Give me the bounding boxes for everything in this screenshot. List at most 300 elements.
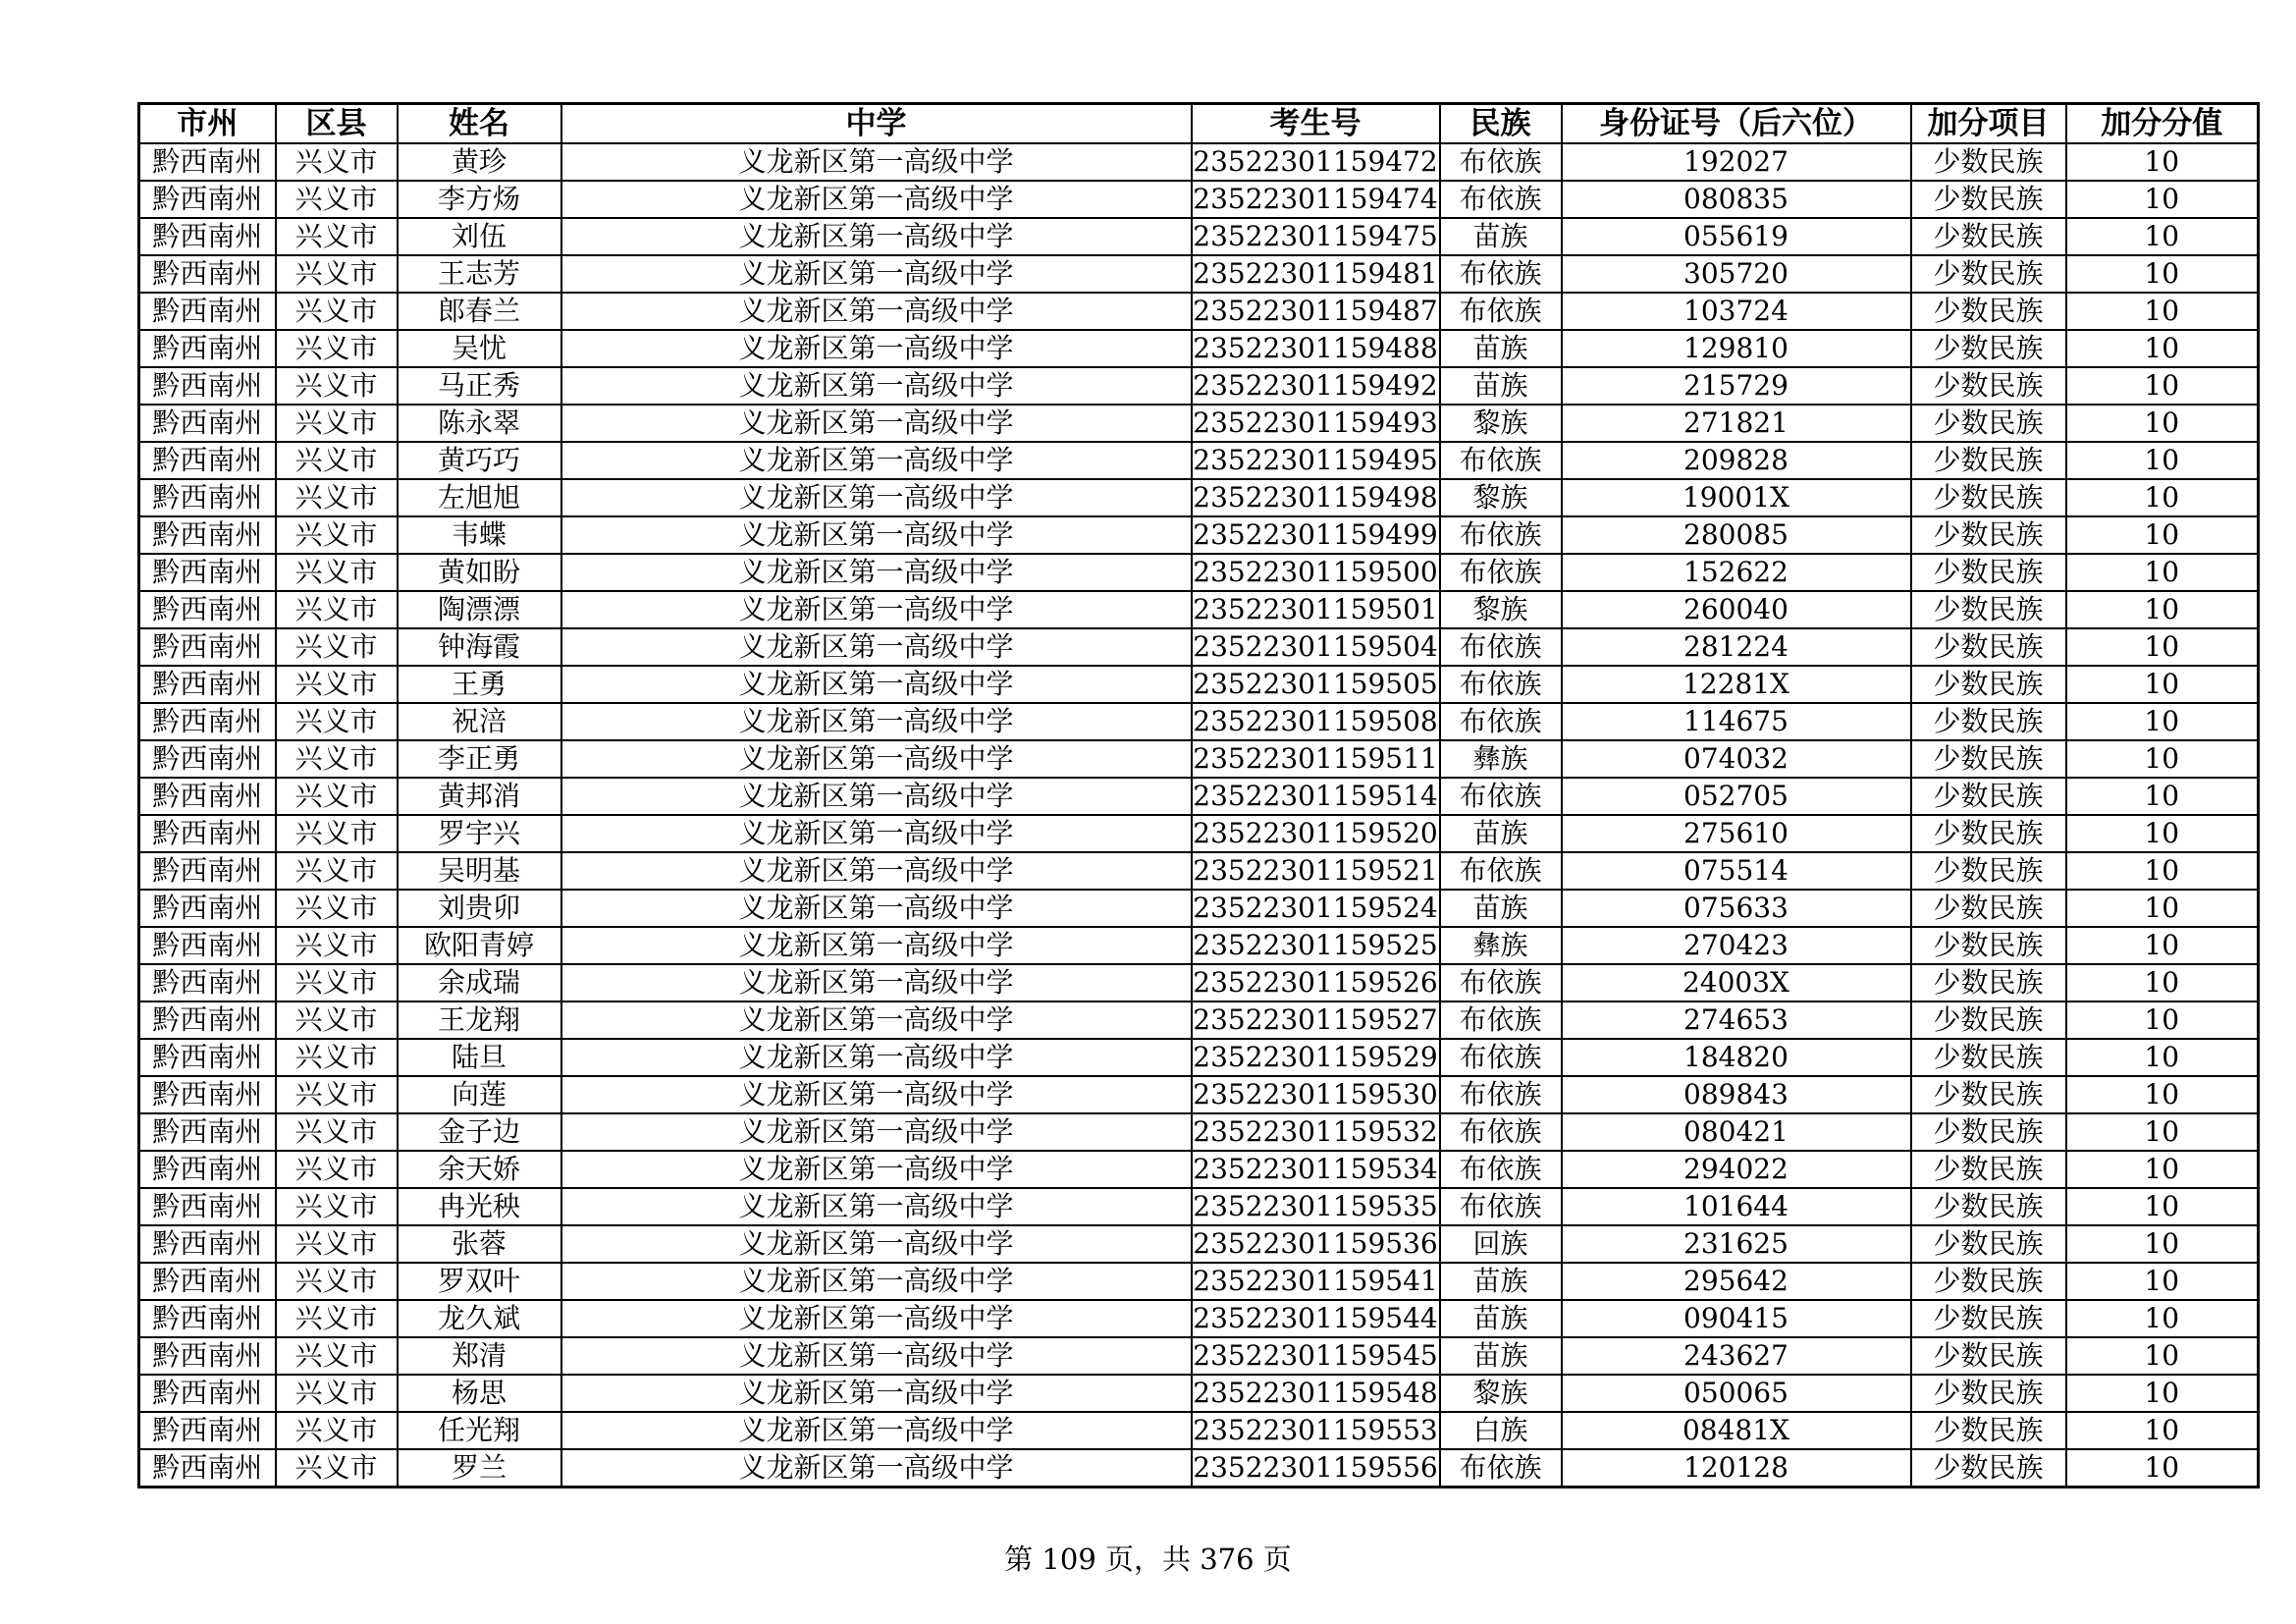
cell-id-last-six: 270423 <box>1562 927 1911 964</box>
header-ethnicity: 民族 <box>1440 104 1562 144</box>
cell-school: 义龙新区第一高级中学 <box>561 1076 1192 1113</box>
table-row <box>139 1001 2259 1039</box>
page-number: 第 109 页，共 376 页 <box>1004 1543 1292 1576</box>
cell-county: 兴义市 <box>276 852 398 890</box>
cell-bonus-points: 10 <box>2066 740 2259 778</box>
cell-school: 义龙新区第一高级中学 <box>561 1263 1192 1300</box>
cell-ethnicity: 苗族 <box>1440 1337 1562 1375</box>
cell-id-last-six: 114675 <box>1562 703 1911 740</box>
cell-bonus-points: 10 <box>2066 255 2259 293</box>
cell-name: 郎春兰 <box>398 293 561 330</box>
cell-school: 义龙新区第一高级中学 <box>561 516 1192 554</box>
table-row <box>139 181 2259 218</box>
cell-bonus-item: 少数民族 <box>1911 1263 2066 1300</box>
cell-name: 龙久斌 <box>398 1300 561 1337</box>
cell-bonus-points: 10 <box>2066 852 2259 890</box>
cell-bonus-points: 10 <box>2066 218 2259 255</box>
cell-id-last-six: 080835 <box>1562 181 1911 218</box>
cell-name: 刘伍 <box>398 218 561 255</box>
cell-id-last-six: 120128 <box>1562 1449 1911 1488</box>
cell-ethnicity: 苗族 <box>1440 367 1562 405</box>
cell-ethnicity: 苗族 <box>1440 890 1562 927</box>
cell-ethnicity: 苗族 <box>1440 330 1562 367</box>
cell-city: 黔西南州 <box>139 703 276 740</box>
cell-city: 黔西南州 <box>139 1151 276 1188</box>
cell-school: 义龙新区第一高级中学 <box>561 143 1192 181</box>
cell-bonus-points: 10 <box>2066 1076 2259 1113</box>
cell-exam-id: 23522301159499 <box>1192 516 1440 554</box>
table-row <box>139 1300 2259 1337</box>
cell-exam-id: 23522301159524 <box>1192 890 1440 927</box>
cell-name: 左旭旭 <box>398 479 561 516</box>
cell-bonus-points: 10 <box>2066 143 2259 181</box>
cell-exam-id: 23522301159488 <box>1192 330 1440 367</box>
cell-id-last-six: 08481X <box>1562 1412 1911 1449</box>
cell-ethnicity: 布依族 <box>1440 1113 1562 1151</box>
table-row <box>139 1076 2259 1113</box>
cell-ethnicity: 布依族 <box>1440 516 1562 554</box>
cell-bonus-item: 少数民族 <box>1911 1188 2066 1225</box>
cell-bonus-item: 少数民族 <box>1911 1076 2066 1113</box>
cell-ethnicity: 苗族 <box>1440 815 1562 852</box>
cell-bonus-points: 10 <box>2066 442 2259 479</box>
cell-city: 黔西南州 <box>139 442 276 479</box>
cell-name: 李方炀 <box>398 181 561 218</box>
cell-school: 义龙新区第一高级中学 <box>561 1151 1192 1188</box>
cell-city: 黔西南州 <box>139 964 276 1001</box>
table-row <box>139 1375 2259 1412</box>
cell-name: 刘贵卯 <box>398 890 561 927</box>
cell-city: 黔西南州 <box>139 778 276 815</box>
cell-county: 兴义市 <box>276 927 398 964</box>
cell-school: 义龙新区第一高级中学 <box>561 554 1192 591</box>
cell-bonus-points: 10 <box>2066 628 2259 666</box>
cell-exam-id: 23522301159530 <box>1192 1076 1440 1113</box>
cell-school: 义龙新区第一高级中学 <box>561 1113 1192 1151</box>
cell-name: 余成瑞 <box>398 964 561 1001</box>
cell-county: 兴义市 <box>276 1225 398 1263</box>
cell-exam-id: 23522301159536 <box>1192 1225 1440 1263</box>
cell-id-last-six: 055619 <box>1562 218 1911 255</box>
cell-ethnicity: 布依族 <box>1440 442 1562 479</box>
cell-bonus-points: 10 <box>2066 1039 2259 1076</box>
cell-ethnicity: 布依族 <box>1440 778 1562 815</box>
cell-county: 兴义市 <box>276 143 398 181</box>
cell-city: 黔西南州 <box>139 815 276 852</box>
table-row <box>139 852 2259 890</box>
cell-city: 黔西南州 <box>139 1113 276 1151</box>
cell-name: 陈永翠 <box>398 405 561 442</box>
cell-exam-id: 23522301159534 <box>1192 1151 1440 1188</box>
cell-county: 兴义市 <box>276 1300 398 1337</box>
cell-school: 义龙新区第一高级中学 <box>561 628 1192 666</box>
cell-county: 兴义市 <box>276 405 398 442</box>
cell-bonus-points: 10 <box>2066 1188 2259 1225</box>
cell-ethnicity: 布依族 <box>1440 143 1562 181</box>
cell-bonus-points: 10 <box>2066 516 2259 554</box>
cell-name: 王志芳 <box>398 255 561 293</box>
table-row <box>139 666 2259 703</box>
cell-bonus-item: 少数民族 <box>1911 516 2066 554</box>
cell-ethnicity: 布依族 <box>1440 255 1562 293</box>
table-row <box>139 143 2259 181</box>
cell-city: 黔西南州 <box>139 1188 276 1225</box>
cell-exam-id: 23522301159532 <box>1192 1113 1440 1151</box>
cell-name: 钟海霞 <box>398 628 561 666</box>
cell-bonus-points: 10 <box>2066 1337 2259 1375</box>
cell-id-last-six: 280085 <box>1562 516 1911 554</box>
cell-bonus-points: 10 <box>2066 815 2259 852</box>
cell-bonus-item: 少数民族 <box>1911 815 2066 852</box>
cell-county: 兴义市 <box>276 330 398 367</box>
cell-city: 黔西南州 <box>139 367 276 405</box>
cell-exam-id: 23522301159500 <box>1192 554 1440 591</box>
header-row <box>139 104 2259 144</box>
cell-exam-id: 23522301159492 <box>1192 367 1440 405</box>
table-row <box>139 1412 2259 1449</box>
cell-county: 兴义市 <box>276 1039 398 1076</box>
cell-id-last-six: 075633 <box>1562 890 1911 927</box>
cell-bonus-points: 10 <box>2066 890 2259 927</box>
cell-bonus-item: 少数民族 <box>1911 293 2066 330</box>
cell-exam-id: 23522301159525 <box>1192 927 1440 964</box>
cell-bonus-points: 10 <box>2066 405 2259 442</box>
cell-city: 黔西南州 <box>139 1300 276 1337</box>
cell-ethnicity: 布依族 <box>1440 1001 1562 1039</box>
cell-name: 黄邦消 <box>398 778 561 815</box>
cell-ethnicity: 白族 <box>1440 1412 1562 1449</box>
cell-bonus-points: 10 <box>2066 1449 2259 1488</box>
cell-county: 兴义市 <box>276 890 398 927</box>
header-bonus-points: 加分分值 <box>2066 104 2259 144</box>
cell-bonus-points: 10 <box>2066 330 2259 367</box>
cell-bonus-item: 少数民族 <box>1911 367 2066 405</box>
table-row <box>139 1113 2259 1151</box>
header-id-last-six: 身份证号（后六位） <box>1562 104 1911 144</box>
table-row <box>139 703 2259 740</box>
cell-bonus-points: 10 <box>2066 1225 2259 1263</box>
cell-bonus-item: 少数民族 <box>1911 740 2066 778</box>
cell-name: 王勇 <box>398 666 561 703</box>
header-school: 中学 <box>561 104 1192 144</box>
table-row <box>139 479 2259 516</box>
cell-city: 黔西南州 <box>139 1412 276 1449</box>
cell-name: 张蓉 <box>398 1225 561 1263</box>
cell-ethnicity: 黎族 <box>1440 405 1562 442</box>
cell-name: 李正勇 <box>398 740 561 778</box>
cell-county: 兴义市 <box>276 181 398 218</box>
cell-id-last-six: 080421 <box>1562 1113 1911 1151</box>
cell-exam-id: 23522301159508 <box>1192 703 1440 740</box>
cell-exam-id: 23522301159520 <box>1192 815 1440 852</box>
cell-school: 义龙新区第一高级中学 <box>561 181 1192 218</box>
cell-exam-id: 23522301159493 <box>1192 405 1440 442</box>
cell-city: 黔西南州 <box>139 666 276 703</box>
cell-county: 兴义市 <box>276 778 398 815</box>
cell-city: 黔西南州 <box>139 293 276 330</box>
table-row <box>139 591 2259 628</box>
cell-exam-id: 23522301159504 <box>1192 628 1440 666</box>
cell-ethnicity: 布依族 <box>1440 628 1562 666</box>
cell-bonus-points: 10 <box>2066 293 2259 330</box>
cell-exam-id: 23522301159487 <box>1192 293 1440 330</box>
cell-city: 黔西南州 <box>139 554 276 591</box>
cell-city: 黔西南州 <box>139 218 276 255</box>
cell-exam-id: 23522301159498 <box>1192 479 1440 516</box>
cell-bonus-item: 少数民族 <box>1911 1337 2066 1375</box>
cell-bonus-item: 少数民族 <box>1911 405 2066 442</box>
cell-id-last-six: 129810 <box>1562 330 1911 367</box>
cell-id-last-six: 089843 <box>1562 1076 1911 1113</box>
cell-id-last-six: 24003X <box>1562 964 1911 1001</box>
cell-ethnicity: 布依族 <box>1440 181 1562 218</box>
cell-bonus-item: 少数民族 <box>1911 218 2066 255</box>
cell-county: 兴义市 <box>276 628 398 666</box>
cell-name: 任光翔 <box>398 1412 561 1449</box>
cell-name: 冉光秧 <box>398 1188 561 1225</box>
cell-ethnicity: 布依族 <box>1440 703 1562 740</box>
cell-id-last-six: 090415 <box>1562 1300 1911 1337</box>
cell-bonus-points: 10 <box>2066 666 2259 703</box>
cell-bonus-item: 少数民族 <box>1911 1449 2066 1488</box>
cell-name: 吴明基 <box>398 852 561 890</box>
cell-bonus-points: 10 <box>2066 367 2259 405</box>
cell-school: 义龙新区第一高级中学 <box>561 666 1192 703</box>
cell-exam-id: 23522301159527 <box>1192 1001 1440 1039</box>
table-row <box>139 367 2259 405</box>
cell-school: 义龙新区第一高级中学 <box>561 405 1192 442</box>
cell-ethnicity: 布依族 <box>1440 1449 1562 1488</box>
cell-name: 余天娇 <box>398 1151 561 1188</box>
table-row <box>139 255 2259 293</box>
table-row <box>139 815 2259 852</box>
cell-exam-id: 23522301159541 <box>1192 1263 1440 1300</box>
cell-school: 义龙新区第一高级中学 <box>561 479 1192 516</box>
cell-city: 黔西南州 <box>139 1039 276 1076</box>
cell-id-last-six: 152622 <box>1562 554 1911 591</box>
cell-name: 罗宇兴 <box>398 815 561 852</box>
cell-bonus-item: 少数民族 <box>1911 1225 2066 1263</box>
cell-school: 义龙新区第一高级中学 <box>561 591 1192 628</box>
cell-name: 韦蝶 <box>398 516 561 554</box>
cell-county: 兴义市 <box>276 218 398 255</box>
cell-exam-id: 23522301159481 <box>1192 255 1440 293</box>
cell-school: 义龙新区第一高级中学 <box>561 890 1192 927</box>
cell-county: 兴义市 <box>276 1337 398 1375</box>
cell-id-last-six: 281224 <box>1562 628 1911 666</box>
header-exam-id: 考生号 <box>1192 104 1440 144</box>
cell-bonus-item: 少数民族 <box>1911 442 2066 479</box>
cell-id-last-six: 260040 <box>1562 591 1911 628</box>
cell-county: 兴义市 <box>276 666 398 703</box>
cell-id-last-six: 19001X <box>1562 479 1911 516</box>
cell-city: 黔西南州 <box>139 740 276 778</box>
cell-ethnicity: 布依族 <box>1440 1039 1562 1076</box>
cell-id-last-six: 275610 <box>1562 815 1911 852</box>
table-row <box>139 1337 2259 1375</box>
cell-city: 黔西南州 <box>139 255 276 293</box>
cell-ethnicity: 黎族 <box>1440 1375 1562 1412</box>
cell-city: 黔西南州 <box>139 1001 276 1039</box>
table-row <box>139 964 2259 1001</box>
cell-county: 兴义市 <box>276 703 398 740</box>
cell-county: 兴义市 <box>276 815 398 852</box>
cell-bonus-points: 10 <box>2066 1113 2259 1151</box>
cell-exam-id: 23522301159544 <box>1192 1300 1440 1337</box>
cell-school: 义龙新区第一高级中学 <box>561 1449 1192 1488</box>
cell-id-last-six: 215729 <box>1562 367 1911 405</box>
cell-bonus-item: 少数民族 <box>1911 964 2066 1001</box>
cell-id-last-six: 103724 <box>1562 293 1911 330</box>
cell-ethnicity: 彝族 <box>1440 927 1562 964</box>
table-row <box>139 554 2259 591</box>
cell-name: 向莲 <box>398 1076 561 1113</box>
cell-county: 兴义市 <box>276 1188 398 1225</box>
cell-school: 义龙新区第一高级中学 <box>561 1375 1192 1412</box>
cell-name: 祝涪 <box>398 703 561 740</box>
cell-id-last-six: 074032 <box>1562 740 1911 778</box>
cell-bonus-points: 10 <box>2066 1375 2259 1412</box>
cell-name: 王龙翔 <box>398 1001 561 1039</box>
cell-city: 黔西南州 <box>139 852 276 890</box>
cell-bonus-points: 10 <box>2066 1412 2259 1449</box>
cell-county: 兴义市 <box>276 591 398 628</box>
cell-exam-id: 23522301159521 <box>1192 852 1440 890</box>
cell-school: 义龙新区第一高级中学 <box>561 927 1192 964</box>
cell-school: 义龙新区第一高级中学 <box>561 1001 1192 1039</box>
cell-bonus-item: 少数民族 <box>1911 666 2066 703</box>
cell-ethnicity: 布依族 <box>1440 666 1562 703</box>
cell-bonus-item: 少数民族 <box>1911 143 2066 181</box>
cell-bonus-item: 少数民族 <box>1911 927 2066 964</box>
cell-id-last-six: 271821 <box>1562 405 1911 442</box>
cell-bonus-points: 10 <box>2066 927 2259 964</box>
table-row <box>139 1449 2259 1488</box>
cell-exam-id: 23522301159472 <box>1192 143 1440 181</box>
cell-id-last-six: 243627 <box>1562 1337 1911 1375</box>
roster-table <box>137 102 2260 1489</box>
cell-city: 黔西南州 <box>139 628 276 666</box>
cell-school: 义龙新区第一高级中学 <box>561 964 1192 1001</box>
cell-school: 义龙新区第一高级中学 <box>561 330 1192 367</box>
cell-exam-id: 23522301159475 <box>1192 218 1440 255</box>
table-row <box>139 1225 2259 1263</box>
cell-bonus-item: 少数民族 <box>1911 1375 2066 1412</box>
cell-bonus-item: 少数民族 <box>1911 1412 2066 1449</box>
cell-ethnicity: 回族 <box>1440 1225 1562 1263</box>
cell-name: 罗双叶 <box>398 1263 561 1300</box>
cell-ethnicity: 布依族 <box>1440 293 1562 330</box>
table-row <box>139 1188 2259 1225</box>
cell-exam-id: 23522301159474 <box>1192 181 1440 218</box>
cell-bonus-points: 10 <box>2066 591 2259 628</box>
cell-exam-id: 23522301159514 <box>1192 778 1440 815</box>
cell-county: 兴义市 <box>276 1151 398 1188</box>
cell-exam-id: 23522301159535 <box>1192 1188 1440 1225</box>
table-body <box>139 143 2259 1488</box>
cell-city: 黔西南州 <box>139 1375 276 1412</box>
cell-county: 兴义市 <box>276 479 398 516</box>
cell-bonus-points: 10 <box>2066 1263 2259 1300</box>
cell-county: 兴义市 <box>276 1449 398 1488</box>
cell-bonus-item: 少数民族 <box>1911 255 2066 293</box>
cell-id-last-six: 209828 <box>1562 442 1911 479</box>
cell-id-last-six: 101644 <box>1562 1188 1911 1225</box>
table-row <box>139 405 2259 442</box>
cell-exam-id: 23522301159511 <box>1192 740 1440 778</box>
cell-name: 欧阳青婷 <box>398 927 561 964</box>
cell-exam-id: 23522301159501 <box>1192 591 1440 628</box>
table-row <box>139 1039 2259 1076</box>
cell-county: 兴义市 <box>276 554 398 591</box>
cell-city: 黔西南州 <box>139 1076 276 1113</box>
cell-county: 兴义市 <box>276 293 398 330</box>
cell-bonus-points: 10 <box>2066 964 2259 1001</box>
cell-id-last-six: 274653 <box>1562 1001 1911 1039</box>
cell-id-last-six: 050065 <box>1562 1375 1911 1412</box>
cell-bonus-item: 少数民族 <box>1911 181 2066 218</box>
cell-bonus-points: 10 <box>2066 479 2259 516</box>
cell-city: 黔西南州 <box>139 1225 276 1263</box>
cell-city: 黔西南州 <box>139 143 276 181</box>
cell-ethnicity: 黎族 <box>1440 591 1562 628</box>
cell-name: 罗兰 <box>398 1449 561 1488</box>
table-row <box>139 890 2259 927</box>
cell-name: 黄如盼 <box>398 554 561 591</box>
cell-ethnicity: 布依族 <box>1440 1151 1562 1188</box>
cell-bonus-points: 10 <box>2066 703 2259 740</box>
cell-school: 义龙新区第一高级中学 <box>561 1412 1192 1449</box>
cell-city: 黔西南州 <box>139 405 276 442</box>
cell-school: 义龙新区第一高级中学 <box>561 1188 1192 1225</box>
header-county: 区县 <box>276 104 398 144</box>
cell-city: 黔西南州 <box>139 927 276 964</box>
cell-exam-id: 23522301159526 <box>1192 964 1440 1001</box>
cell-bonus-points: 10 <box>2066 554 2259 591</box>
cell-bonus-item: 少数民族 <box>1911 1039 2066 1076</box>
table-row <box>139 1263 2259 1300</box>
cell-bonus-item: 少数民族 <box>1911 703 2066 740</box>
cell-ethnicity: 布依族 <box>1440 852 1562 890</box>
cell-ethnicity: 布依族 <box>1440 1188 1562 1225</box>
cell-school: 义龙新区第一高级中学 <box>561 815 1192 852</box>
cell-bonus-item: 少数民族 <box>1911 852 2066 890</box>
cell-ethnicity: 苗族 <box>1440 218 1562 255</box>
cell-bonus-points: 10 <box>2066 1151 2259 1188</box>
table-row <box>139 293 2259 330</box>
cell-ethnicity: 彝族 <box>1440 740 1562 778</box>
cell-city: 黔西南州 <box>139 181 276 218</box>
cell-bonus-points: 10 <box>2066 1300 2259 1337</box>
cell-ethnicity: 布依族 <box>1440 964 1562 1001</box>
cell-id-last-six: 184820 <box>1562 1039 1911 1076</box>
cell-name: 吴忧 <box>398 330 561 367</box>
cell-name: 郑清 <box>398 1337 561 1375</box>
cell-city: 黔西南州 <box>139 1263 276 1300</box>
cell-school: 义龙新区第一高级中学 <box>561 1039 1192 1076</box>
header-bonus-item: 加分项目 <box>1911 104 2066 144</box>
cell-school: 义龙新区第一高级中学 <box>561 218 1192 255</box>
cell-id-last-six: 192027 <box>1562 143 1911 181</box>
cell-name: 金子边 <box>398 1113 561 1151</box>
cell-exam-id: 23522301159495 <box>1192 442 1440 479</box>
cell-county: 兴义市 <box>276 516 398 554</box>
cell-id-last-six: 12281X <box>1562 666 1911 703</box>
cell-exam-id: 23522301159545 <box>1192 1337 1440 1375</box>
cell-name: 杨思 <box>398 1375 561 1412</box>
cell-bonus-item: 少数民族 <box>1911 1113 2066 1151</box>
cell-county: 兴义市 <box>276 367 398 405</box>
